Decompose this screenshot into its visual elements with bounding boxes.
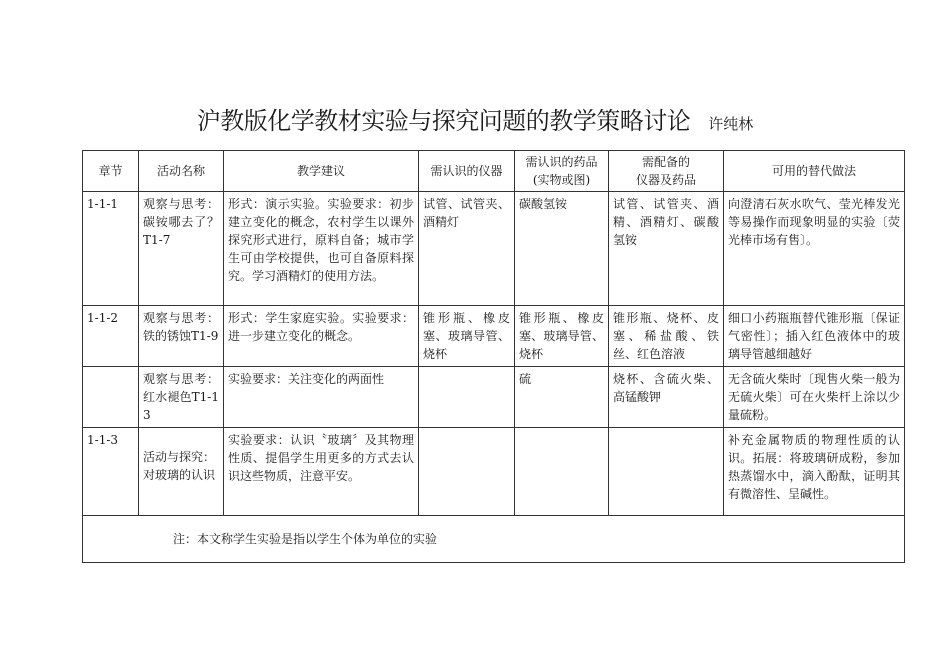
header-activity: 活动名称	[139, 151, 224, 192]
cell-instruments: 锥形瓶、橡皮塞、玻璃导管、烧杯	[419, 306, 515, 367]
header-suggestion: 教学建议	[224, 151, 419, 192]
cell-chapter: 1-1-1	[83, 192, 139, 306]
strategy-table	[82, 150, 905, 563]
cell-chapter: 1-1-3	[83, 428, 139, 516]
cell-alternative: 无含硫火柴时〔现售火柴一般为无硫火柴〕可在火柴杆上涂以少量硫粉。	[724, 367, 905, 428]
header-alternative: 可用的替代做法	[724, 151, 905, 192]
cell-chemicals: 锥形瓶、橡皮塞、玻璃导管、烧杯	[515, 306, 609, 367]
cell-equipment: 烧杯、含硫火柴、高锰酸钾	[609, 367, 724, 428]
table-row	[83, 306, 905, 367]
cell-equipment: 试管、试管夹、酒精、酒精灯、碳酸氢铵	[609, 192, 724, 306]
document-title: 沪教版化学教材实验与探究问题的教学策略讨论	[196, 107, 691, 135]
header-instruments: 需认识的仪器	[419, 151, 515, 192]
header-chemicals: 需认识的药品 (实物或图)	[515, 151, 609, 192]
cell-suggestion: 实验要求：关注变化的两面性	[224, 367, 419, 428]
cell-alternative: 向澄清石灰水吹气、莹光棒发光等易操作而现象明显的实验〔荧光棒市场有售〕。	[724, 192, 905, 306]
cell-instruments	[419, 367, 515, 428]
cell-suggestion: 实验要求：认识〝玻璃〞及其物理性质、提倡学生用更多的方式去认识这些物质，注意平安。	[224, 428, 419, 516]
header-equipment: 需配备的 仪器及药品	[609, 151, 724, 192]
cell-activity: 观察与思考：铁的锈蚀T1-9	[139, 306, 224, 367]
table-note: 注：本文称学生实验是指以学生个体为单位的实验	[83, 516, 905, 563]
table-row	[83, 192, 905, 306]
table-row	[83, 428, 905, 516]
cell-chapter	[83, 367, 139, 428]
cell-equipment	[609, 428, 724, 516]
cell-suggestion: 形式：学生家庭实验。实验要求：进一步建立变化的概念。	[224, 306, 419, 367]
cell-activity: 观察与思考：红水褪色T1-13	[139, 367, 224, 428]
cell-activity: 活动与探究： 对玻璃的认识	[139, 428, 224, 516]
table-header-row	[83, 151, 905, 192]
cell-instruments	[419, 428, 515, 516]
table-row	[83, 367, 905, 428]
cell-equipment: 锥形瓶、烧杯、皮塞、稀盐酸、铁丝、红色溶液	[609, 306, 724, 367]
cell-alternative: 补充金属物质的物理性质的认识。拓展：将玻璃研成粉，参加热蒸馏水中，滴入酚酞，证明其有微溶性、呈碱性。	[724, 428, 905, 516]
cell-instruments: 试管、试管夹、酒精灯	[419, 192, 515, 306]
cell-suggestion: 形式：演示实验。实验要求：初步建立变化的概念，农村学生以课外探究形式进行，原料自备；城市学生可由学校提供，也可自备原料探究。学习酒精灯的使用方法。	[224, 192, 419, 306]
header-chapter: 章节	[83, 151, 139, 192]
cell-chapter: 1-1-2	[83, 306, 139, 367]
document-title-row	[0, 101, 950, 136]
cell-chemicals: 硫	[515, 367, 609, 428]
cell-chemicals: 碳酸氢铵	[515, 192, 609, 306]
note-row	[83, 516, 905, 563]
cell-chemicals	[515, 428, 609, 516]
author-name: 许纯林	[708, 115, 754, 133]
cell-alternative: 细口小药瓶瓶替代锥形瓶〔保证气密性〕；插入红色液体中的玻璃导管越细越好	[724, 306, 905, 367]
cell-activity: 观察与思考：碳铵哪去了？T1-7	[139, 192, 224, 306]
